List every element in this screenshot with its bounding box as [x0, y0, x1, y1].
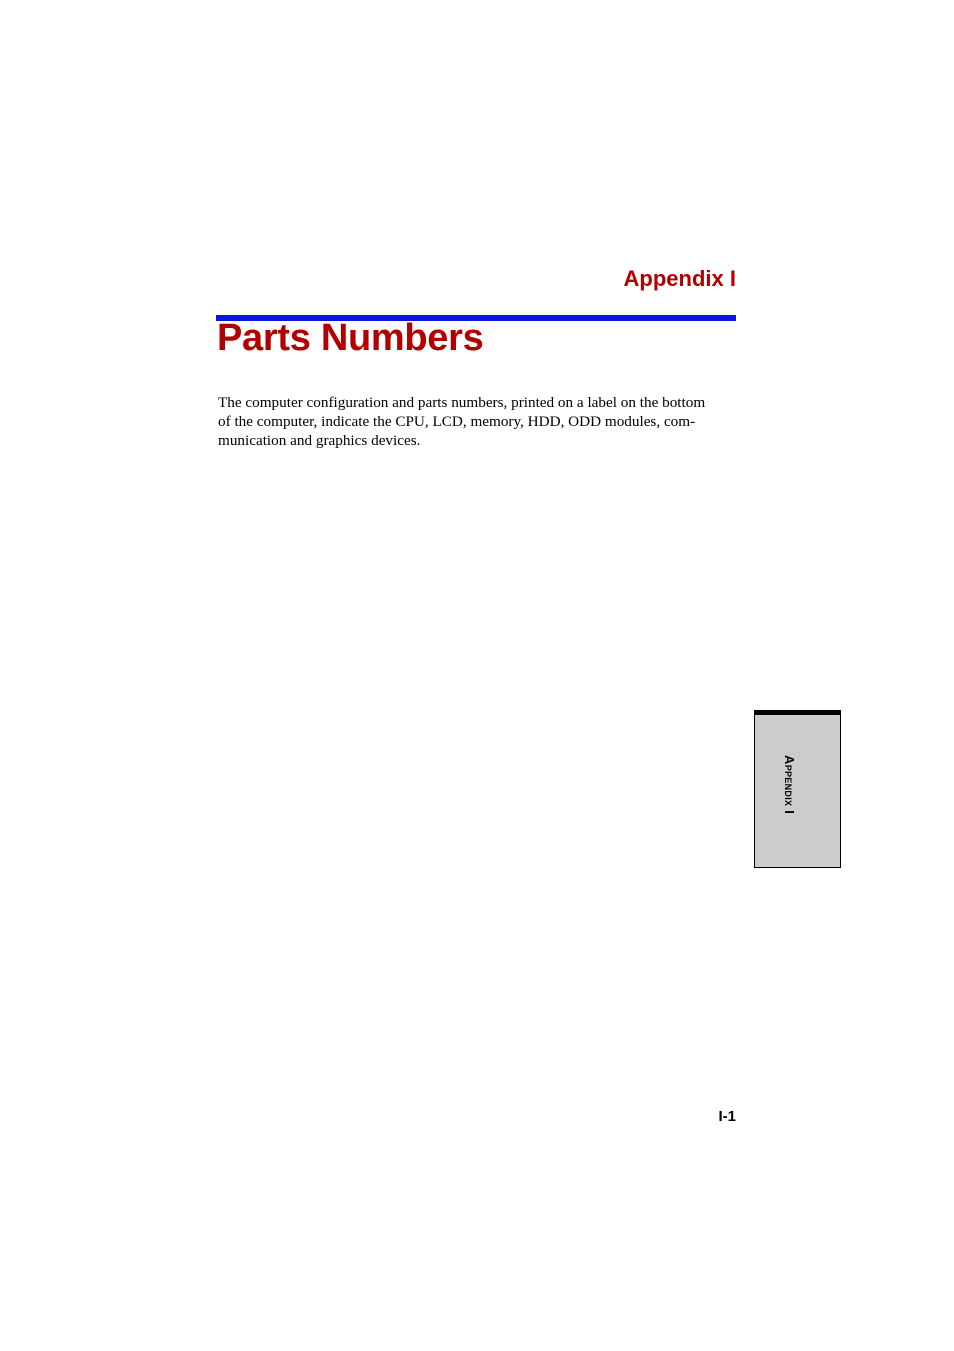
side-tab-label: Appendix I	[782, 755, 797, 815]
page-number: I-1	[718, 1108, 736, 1125]
appendix-label: Appendix I	[623, 266, 736, 291]
page-title: Parts Numbers	[217, 317, 484, 359]
side-tab	[754, 710, 841, 868]
body-line: munication and graphics devices.	[218, 432, 421, 449]
body-line: The computer configuration and parts numbers, printed on a label on the bottom	[218, 394, 706, 411]
body-line: of the computer, indicate the CPU, LCD, memory, HDD, ODD modules, com-	[218, 413, 696, 430]
body-paragraph	[218, 393, 738, 450]
